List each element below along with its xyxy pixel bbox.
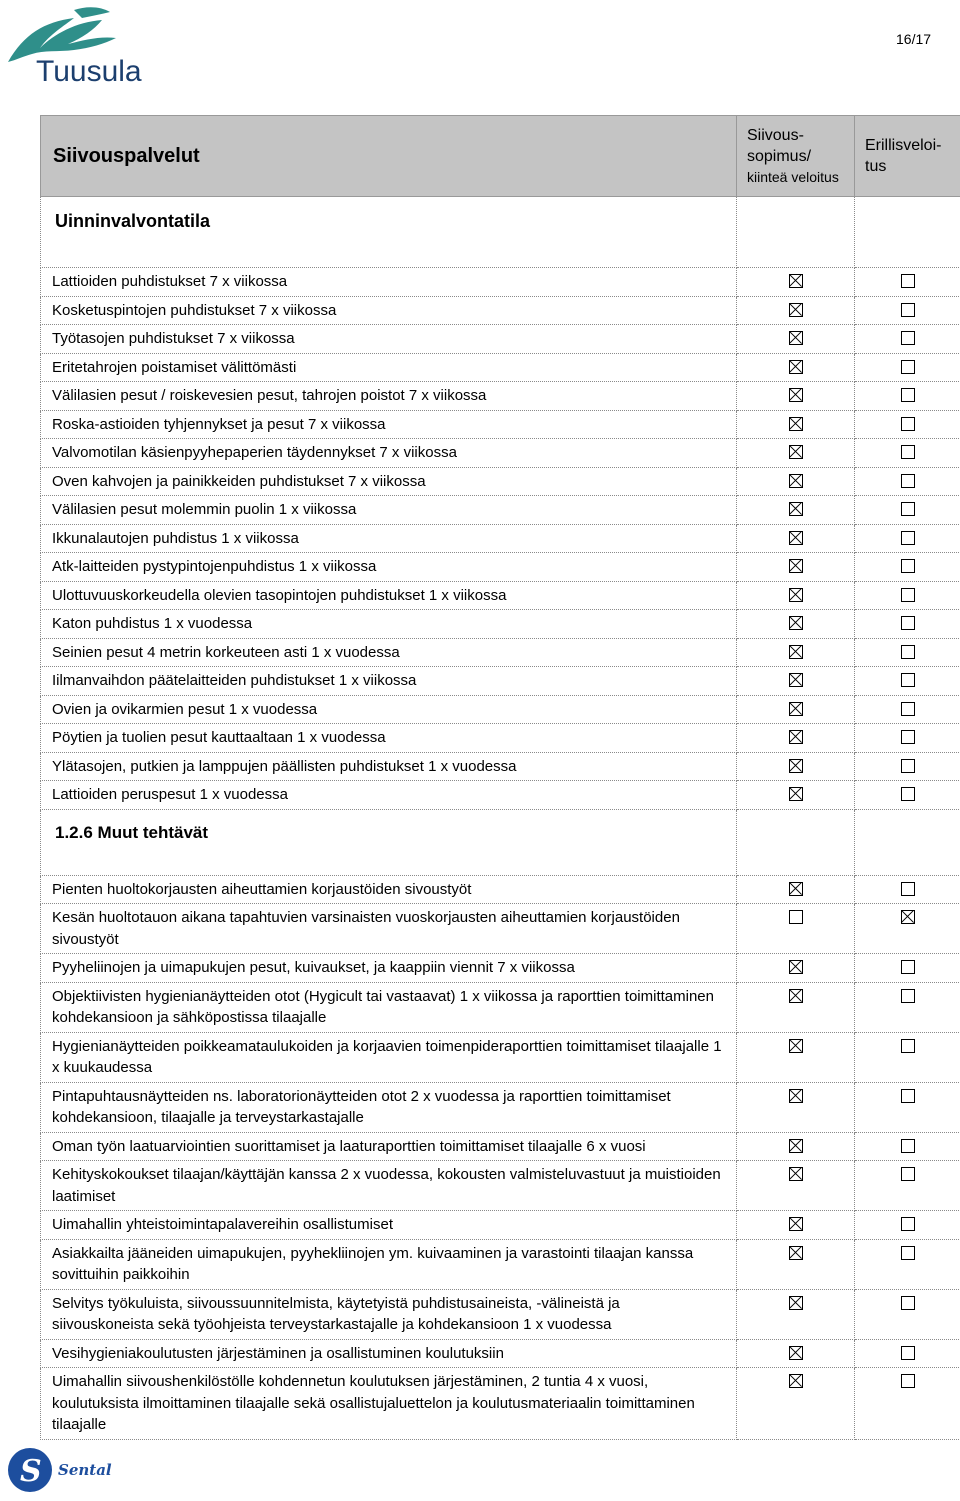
empty-checkbox-icon[interactable] (901, 559, 915, 573)
checked-checkbox-icon[interactable] (789, 1167, 803, 1181)
task-label: Objektiivisten hygienianäytteiden otot (Hygicult tai vastaavat) 1 x viikossa ja raporttien toimittaminen kohdekansioon ja sähköpostissa tilaajalle (41, 982, 737, 1032)
separate-cell (855, 1132, 960, 1161)
task-label: Oman työn laatuarviointien suorittamiset ja laaturaporttien toimittamiset tilaajalle 6 x vuosi (41, 1132, 737, 1161)
empty-checkbox-icon[interactable] (901, 303, 915, 317)
checked-checkbox-icon[interactable] (789, 388, 803, 402)
section-empty-cell (737, 809, 855, 875)
empty-checkbox-icon[interactable] (901, 1346, 915, 1360)
separate-cell (855, 496, 960, 525)
empty-checkbox-icon[interactable] (901, 1139, 915, 1153)
table-row (41, 695, 960, 724)
checked-checkbox-icon[interactable] (789, 417, 803, 431)
table-row (41, 553, 960, 582)
task-label: Ulottuvuuskorkeudella olevien tasopintojen puhdistukset 1 x viikossa (41, 581, 737, 610)
empty-checkbox-icon[interactable] (901, 1039, 915, 1053)
table-row (41, 382, 960, 411)
separate-cell (855, 553, 960, 582)
separate-cell (855, 1211, 960, 1240)
contract-cell (737, 1368, 855, 1440)
table-title: Siivouspalvelut (41, 116, 737, 197)
services-table (40, 115, 960, 1440)
svg-text:S: S (20, 1454, 42, 1489)
section-empty-cell (737, 197, 855, 268)
checked-checkbox-icon[interactable] (789, 1346, 803, 1360)
checked-checkbox-icon[interactable] (789, 360, 803, 374)
brand-name: Tuusula (36, 55, 142, 88)
empty-checkbox-icon[interactable] (901, 502, 915, 516)
table-row (41, 524, 960, 553)
task-label: Eritetahrojen poistamiset välittömästi (41, 353, 737, 382)
checked-checkbox-icon[interactable] (789, 989, 803, 1003)
checked-checkbox-icon[interactable] (789, 673, 803, 687)
separate-cell (855, 638, 960, 667)
separate-cell (855, 610, 960, 639)
table-row (41, 904, 960, 954)
task-label: Ikkunalautojen puhdistus 1 x viikossa (41, 524, 737, 553)
checked-checkbox-icon[interactable] (789, 331, 803, 345)
task-label: Pyyheliinojen ja uimapukujen pesut, kuivaukset, ja kaappiin viennit 7 x viikossa (41, 954, 737, 983)
table-row (41, 467, 960, 496)
section-row (41, 197, 960, 268)
table-row (41, 496, 960, 525)
empty-checkbox-icon[interactable] (901, 531, 915, 545)
checked-checkbox-icon[interactable] (789, 759, 803, 773)
checked-checkbox-icon[interactable] (789, 445, 803, 459)
contract-cell (737, 553, 855, 582)
checked-checkbox-icon[interactable] (901, 910, 915, 924)
contract-cell (737, 296, 855, 325)
table-row (41, 1339, 960, 1368)
contract-cell (737, 1239, 855, 1289)
empty-checkbox-icon[interactable] (901, 645, 915, 659)
col1-sub: kiinteä veloitus (747, 168, 839, 185)
task-label: Atk-laitteiden pystypintojenpuhdistus 1 x viikossa (41, 553, 737, 582)
table-row (41, 1082, 960, 1132)
empty-checkbox-icon[interactable] (901, 730, 915, 744)
contract-cell (737, 1161, 855, 1211)
separate-cell (855, 1082, 960, 1132)
contract-cell (737, 752, 855, 781)
separate-cell (855, 667, 960, 696)
contract-cell (737, 467, 855, 496)
empty-checkbox-icon[interactable] (901, 673, 915, 687)
task-label: Uimahallin siivoushenkilöstölle kohdennetun koulutuksen järjestäminen, 2 tuntia 4 x vuosi, koulutuksista ilmoittaminen tilaajalle sekä osallistujaluettelon ja koulutusmateriaalin toimittaminen tilaajalle (41, 1368, 737, 1440)
table-row (41, 724, 960, 753)
empty-checkbox-icon[interactable] (901, 331, 915, 345)
table-row (41, 638, 960, 667)
section-empty-cell (855, 809, 960, 875)
task-label: Selvitys työkuluista, siivoussuunnitelmista, käytetyistä puhdistusaineista, -välineistä ja siivouskoneista sekä työohjeista terveystarkastajalle ja kohdekansioon 1 x vuodessa (41, 1289, 737, 1339)
contract-cell (737, 353, 855, 382)
separate-cell (855, 1161, 960, 1211)
empty-checkbox-icon[interactable] (901, 1374, 915, 1388)
separate-cell (855, 410, 960, 439)
empty-checkbox-icon[interactable] (901, 1296, 915, 1310)
checked-checkbox-icon[interactable] (789, 616, 803, 630)
checked-checkbox-icon[interactable] (789, 303, 803, 317)
checked-checkbox-icon[interactable] (789, 787, 803, 801)
empty-checkbox-icon[interactable] (901, 1167, 915, 1181)
empty-checkbox-icon[interactable] (901, 474, 915, 488)
task-label: Pienten huoltokorjausten aiheuttamien korjaustöiden sivoustyöt (41, 875, 737, 904)
col1-line1: Siivous- (747, 126, 804, 144)
contract-cell (737, 1082, 855, 1132)
contract-cell (737, 724, 855, 753)
table-row (41, 667, 960, 696)
empty-checkbox-icon[interactable] (901, 1217, 915, 1231)
empty-checkbox-icon[interactable] (901, 388, 915, 402)
checked-checkbox-icon[interactable] (789, 960, 803, 974)
separate-cell (855, 982, 960, 1032)
table-row (41, 752, 960, 781)
task-label: Valvomotilan käsienpyyhepaperien täydennykset 7 x viikossa (41, 439, 737, 468)
separate-cell (855, 904, 960, 954)
separate-cell (855, 695, 960, 724)
task-label: Kesän huoltotauon aikana tapahtuvien varsinaisten vuoskorjausten aiheuttamien korjaustöiden sivoustyöt (41, 904, 737, 954)
contract-cell (737, 439, 855, 468)
task-label: Vesihygieniakoulutusten järjestäminen ja osallistuminen koulutuksiin (41, 1339, 737, 1368)
task-label: Iilmanvaihdon päätelaitteiden puhdistukset 1 x viikossa (41, 667, 737, 696)
contract-cell (737, 524, 855, 553)
table-row (41, 268, 960, 297)
table-row (41, 353, 960, 382)
task-label: Välilasien pesut / roiskevesien pesut, tahrojen poistot 7 x viikossa (41, 382, 737, 411)
task-label: Uimahallin yhteistoimintapalavereihin osallistumiset (41, 1211, 737, 1240)
separate-cell (855, 752, 960, 781)
checked-checkbox-icon[interactable] (789, 1139, 803, 1153)
checked-checkbox-icon[interactable] (789, 502, 803, 516)
separate-cell (855, 353, 960, 382)
table-row (41, 581, 960, 610)
checked-checkbox-icon[interactable] (789, 1217, 803, 1231)
table-row (41, 954, 960, 983)
checked-checkbox-icon[interactable] (789, 645, 803, 659)
empty-checkbox-icon[interactable] (901, 960, 915, 974)
table-row (41, 610, 960, 639)
checked-checkbox-icon[interactable] (789, 531, 803, 545)
task-label: Kosketuspintojen puhdistukset 7 x viikossa (41, 296, 737, 325)
task-label: Työtasojen puhdistukset 7 x viikossa (41, 325, 737, 354)
separate-cell (855, 581, 960, 610)
task-label: Ylätasojen, putkien ja lamppujen päällisten puhdistukset 1 x vuodessa (41, 752, 737, 781)
separate-cell (855, 296, 960, 325)
task-label: Lattioiden puhdistukset 7 x viikossa (41, 268, 737, 297)
separate-cell (855, 268, 960, 297)
checked-checkbox-icon[interactable] (789, 474, 803, 488)
contract-cell (737, 875, 855, 904)
empty-checkbox-icon[interactable] (901, 787, 915, 801)
separate-cell (855, 382, 960, 411)
section-title: 1.2.6 Muut tehtävät (41, 809, 737, 875)
table-row (41, 1211, 960, 1240)
task-label: Ovien ja ovikarmien pesut 1 x vuodessa (41, 695, 737, 724)
table-row (41, 1289, 960, 1339)
empty-checkbox-icon[interactable] (901, 989, 915, 1003)
separate-cell (855, 439, 960, 468)
section-empty-cell (855, 197, 960, 268)
checked-checkbox-icon[interactable] (789, 559, 803, 573)
column-header-contract (737, 116, 855, 197)
contract-cell (737, 954, 855, 983)
empty-checkbox-icon[interactable] (901, 417, 915, 431)
column-header-separate (855, 116, 960, 197)
separate-cell (855, 781, 960, 810)
checked-checkbox-icon[interactable] (789, 702, 803, 716)
contract-cell (737, 695, 855, 724)
contract-cell (737, 1339, 855, 1368)
checked-checkbox-icon[interactable] (789, 730, 803, 744)
table-row (41, 1239, 960, 1289)
task-label: Asiakkailta jääneiden uimapukujen, pyyhekliinojen ym. kuivaaminen ja varastointi tilaajan kanssa sovittuihin paikkoihin (41, 1239, 737, 1289)
contract-cell (737, 1132, 855, 1161)
separate-cell (855, 1339, 960, 1368)
empty-checkbox-icon[interactable] (901, 882, 915, 896)
separate-cell (855, 1239, 960, 1289)
checked-checkbox-icon[interactable] (789, 1039, 803, 1053)
separate-cell (855, 875, 960, 904)
empty-checkbox-icon[interactable] (901, 616, 915, 630)
task-label: Seinien pesut 4 metrin korkeuteen asti 1 x vuodessa (41, 638, 737, 667)
contract-cell (737, 268, 855, 297)
empty-checkbox-icon[interactable] (901, 274, 915, 288)
section-title: Uinninvalvontatila (41, 197, 737, 268)
table-row (41, 875, 960, 904)
table-row (41, 1368, 960, 1440)
task-label: Katon puhdistus 1 x vuodessa (41, 610, 737, 639)
table-row (41, 410, 960, 439)
section-row (41, 809, 960, 875)
table-row (41, 982, 960, 1032)
separate-cell (855, 724, 960, 753)
checked-checkbox-icon[interactable] (789, 1374, 803, 1388)
checked-checkbox-icon[interactable] (789, 882, 803, 896)
page-number: 16/17 (896, 31, 932, 47)
table-row (41, 325, 960, 354)
task-label: Kehityskokoukset tilaajan/käyttäjän kanssa 2 x vuodessa, kokousten valmisteluvastuut ja muistioiden laatimiset (41, 1161, 737, 1211)
separate-cell (855, 325, 960, 354)
empty-checkbox-icon[interactable] (901, 360, 915, 374)
contract-cell (737, 667, 855, 696)
contract-cell (737, 382, 855, 411)
table-row (41, 296, 960, 325)
checked-checkbox-icon[interactable] (789, 1246, 803, 1260)
contract-cell (737, 610, 855, 639)
contract-cell (737, 496, 855, 525)
contract-cell (737, 410, 855, 439)
empty-checkbox-icon[interactable] (901, 445, 915, 459)
checked-checkbox-icon[interactable] (789, 588, 803, 602)
separate-cell (855, 1289, 960, 1339)
empty-checkbox-icon[interactable] (901, 588, 915, 602)
contract-cell (737, 1289, 855, 1339)
col1-line2: sopimus/ (747, 147, 812, 165)
separate-cell (855, 467, 960, 496)
table-row (41, 1161, 960, 1211)
contract-cell (737, 1211, 855, 1240)
sental-s-icon (6, 1444, 56, 1494)
separate-cell (855, 524, 960, 553)
table-row (41, 1132, 960, 1161)
table-row (41, 439, 960, 468)
task-label: Pintapuhtausnäytteiden ns. laboratorionäytteiden otot 2 x vuodessa ja raporttien toimittamiset kohdekansioon, tilaajalle ja terveystarkastajalle (41, 1082, 737, 1132)
contract-cell (737, 638, 855, 667)
separate-cell (855, 954, 960, 983)
task-label: Hygienianäytteiden poikkeamataulukoiden ja korjaavien toimenpideraporttien toimittamiset tilaajalle 1 x kuukaudessa (41, 1032, 737, 1082)
task-label: Roska-astioiden tyhjennykset ja pesut 7 x viikossa (41, 410, 737, 439)
col2-line1: Erillisveloi- (865, 137, 942, 154)
checked-checkbox-icon[interactable] (789, 1296, 803, 1310)
empty-checkbox-icon[interactable] (901, 1246, 915, 1260)
empty-checkbox-icon[interactable] (789, 910, 803, 924)
empty-checkbox-icon[interactable] (901, 1089, 915, 1103)
separate-cell (855, 1368, 960, 1440)
empty-checkbox-icon[interactable] (901, 702, 915, 716)
table-row (41, 781, 960, 810)
footer-brand: Sental (58, 1461, 112, 1479)
table-row (41, 1032, 960, 1082)
contract-cell (737, 325, 855, 354)
empty-checkbox-icon[interactable] (901, 759, 915, 773)
task-label: Lattioiden peruspesut 1 x vuodessa (41, 781, 737, 810)
separate-cell (855, 1032, 960, 1082)
contract-cell (737, 781, 855, 810)
table-header-row (41, 116, 960, 197)
contract-cell (737, 904, 855, 954)
task-label: Välilasien pesut molemmin puolin 1 x viikossa (41, 496, 737, 525)
contract-cell (737, 581, 855, 610)
task-label: Oven kahvojen ja painikkeiden puhdistukset 7 x viikossa (41, 467, 737, 496)
task-label: Pöytien ja tuolien pesut kauttaaltaan 1 x vuodessa (41, 724, 737, 753)
contract-cell (737, 982, 855, 1032)
col2-line2: tus (865, 158, 887, 175)
checked-checkbox-icon[interactable] (789, 1089, 803, 1103)
contract-cell (737, 1032, 855, 1082)
checked-checkbox-icon[interactable] (789, 274, 803, 288)
